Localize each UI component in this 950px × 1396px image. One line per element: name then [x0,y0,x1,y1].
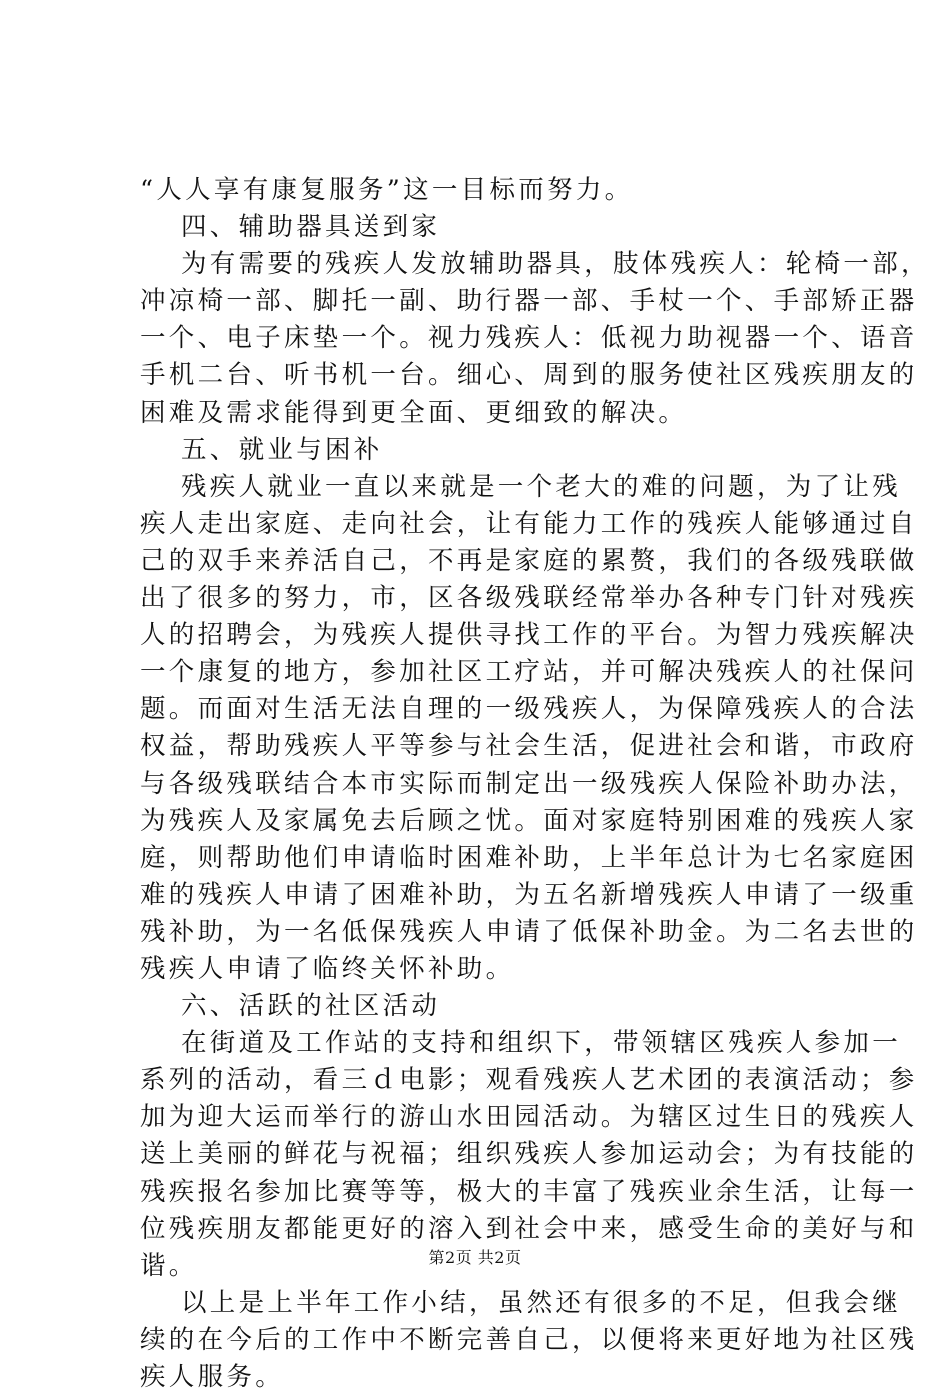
text-line: 人的招聘会，为残疾人提供寻找工作的平台。为智力残疾解决 [140,620,918,651]
text-line: 以上是上半年工作小结，虽然还有很多的不足，但我会继 [181,1287,902,1318]
text-line: 为残疾人及家属免去后顾之忧。面对家庭特别困难的残疾人家 [140,805,918,836]
text-line: 在街道及工作站的支持和组织下，带领辖区残疾人参加一 [181,1028,902,1059]
text-line: 谐。 [140,1250,198,1281]
text-line: 加为迎大运而举行的游山水田园活动。为辖区过生日的残疾人 [140,1102,918,1133]
page-footer: 第2页 共2页 [428,1248,522,1267]
text-line: 疾人走出家庭、走向社会，让有能力工作的残疾人能够通过自 [140,508,918,539]
text-line: 四、辅助器具送到家 [181,212,441,243]
text-line: 与各级残联结合本市实际而制定出一级残疾人保险补助办法， [140,768,918,799]
text-line: 难的残疾人申请了困难补助，为五名新增残疾人申请了一级重 [140,879,918,910]
text-line: 残疾人就业一直以来就是一个老大的难的问题，为了让残 [181,471,902,502]
text-line: 系列的活动，看三ｄ电影；观看残疾人艺术团的表演活动；参 [140,1065,918,1096]
text-line: 困难及需求能得到更全面、更细致的解决。 [140,397,688,428]
text-line: 续的在今后的工作中不断完善自己，以便将来更好地为社区残 [140,1324,918,1355]
text-line: 庭，则帮助他们申请临时困难补助，上半年总计为七名家庭困 [140,842,918,873]
text-line: 题。而面对生活无法自理的一级残疾人，为保障残疾人的合法 [140,694,918,725]
text-line: 出了很多的努力，市，区各级残联经常举办各种专门针对残疾 [140,583,918,614]
text-line: 残疾人申请了临终关怀补助。 [140,953,515,984]
text-line: 为有需要的残疾人发放辅助器具，肢体残疾人：轮椅一部， [181,249,930,280]
text-line: 冲凉椅一部、脚托一副、助行器一部、手杖一个、手部矫正器 [140,286,918,317]
text-line: 权益，帮助残疾人平等参与社会生活，促进社会和谐，市政府 [140,731,918,762]
document-body [140,172,930,1396]
text-line: 一个、电子床垫一个。视力残疾人：低视力助视器一个、语音 [140,323,918,354]
text-line: 残疾报名参加比赛等等，极大的丰富了残疾业余生活，让每一 [140,1176,918,1207]
text-line: 残补助，为一名低保残疾人申请了低保补助金。为二名去世的 [140,916,918,947]
text-line: 位残疾朋友都能更好的溶入到社会中来，感受生命的美好与和 [140,1213,918,1244]
text-line: 一个康复的地方，参加社区工疗站，并可解决残疾人的社保问 [140,657,918,688]
text-line: 五、就业与困补 [181,434,383,465]
text-line: 疾人服务。 [140,1362,285,1392]
text-line: “人人享有康复服务”这一目标而努力。 [140,175,634,205]
text-line: 己的双手来养活自己，不再是家庭的累赘，我们的各级残联做 [140,545,918,576]
text-line: 送上美丽的鲜花与祝福；组织残疾人参加运动会；为有技能的 [140,1139,918,1170]
text-line: 手机二台、听书机一台。细心、周到的服务使社区残疾朋友的 [140,360,918,391]
text-line: 六、活跃的社区活动 [181,991,441,1022]
